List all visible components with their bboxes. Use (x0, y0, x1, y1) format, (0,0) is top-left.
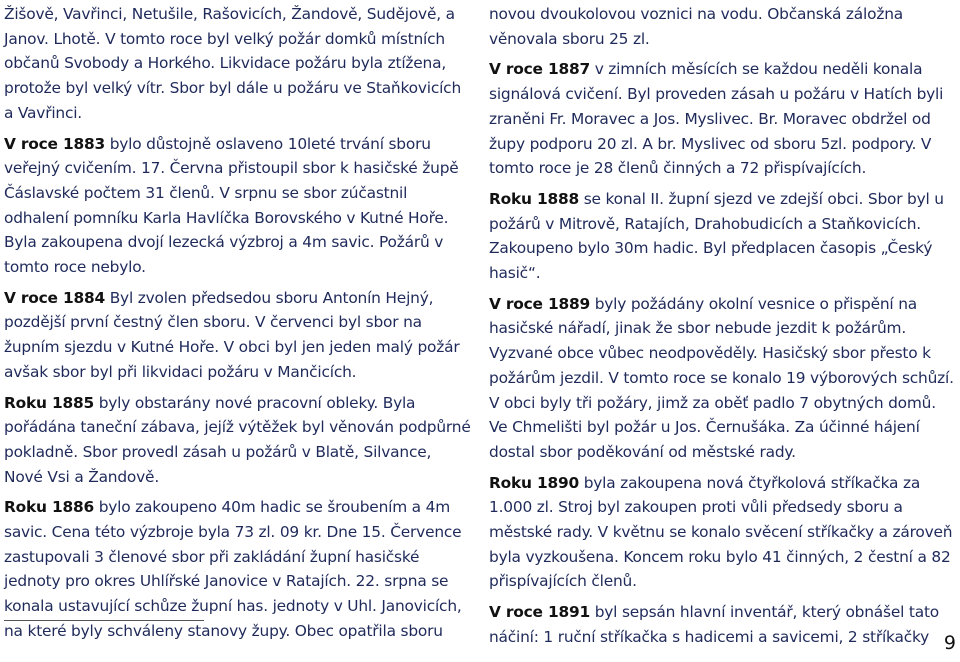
paragraph-body: Žišově, Vavřinci, Netušile, Rašovicích, Žandově, Sudějově, a Janov. Lhotě. V tomto roce byl velký požár domků místních občanů Svobody a Horkého. Likvidace požáru byla ztížena, protože byl velký vítr. Sbor byl dále u požáru ve Staňkovicích a Vavřinci. (4, 5, 461, 122)
page-number: 9 (943, 632, 956, 654)
paragraph-lead: Roku 1886 (4, 498, 95, 517)
right-column (489, 2, 956, 656)
paragraph-body: novou dvoukolovou voznici na vodu. Občanská záložna věnovala sboru 25 zl. (489, 5, 903, 48)
paragraph-1885 (4, 391, 474, 490)
footer-rule (4, 620, 204, 621)
paragraph-body: byly obstarány nové pracovní obleky. Byla pořádána taneční zábava, jejíž výtěžek byl věnován podpůrné pokladně. Sbor provedl zásah u požárů v Blatě, Silvance, Nové Vsi a Žandově. (4, 393, 471, 486)
paragraph-lead: V roce 1884 (4, 288, 105, 307)
paragraph-body: byly požádány okolní vesnice o přispění na hasičské nářadí, jinak že sbor nebude jezdit k požárům. Vyzvané obce vůbec neodpověděly. Hasičský sbor přesto k požárům jezdil. V tomto roce se konalo 19 výborových schůzí. V obci byly tři požáry, jimž za oběť padlo 7 obytných domů. Ve Chmelišti byl požár u Jos. Černušáka. Za účinné hájení dostal sbor poděkování od městské rady. (489, 294, 954, 461)
paragraph-1888 (489, 187, 956, 286)
paragraph-lead: Roku 1890 (489, 473, 580, 492)
paragraph-body: se konal II. župní sjezd ve zdejší obci. Sbor byl u požárů v Mitrově, Ratajích, Drahobudicích a Staňkovicích. Zakoupeno bylo 30m hadic. Byl předplacen časopis „Český hasič“. (489, 189, 944, 283)
paragraph-lead: Roku 1885 (4, 393, 95, 412)
paragraph-lead: V roce 1883 (4, 134, 105, 153)
paragraph-body: byl sepsán hlavní inventář, který obnášel tato náčiní: 1 ruční stříkačka s hadicemi a savicemi, 2 stříkačky (489, 603, 940, 646)
left-column (4, 2, 474, 650)
paragraph-lead: Roku 1888 (489, 189, 580, 208)
paragraph-continuation-right (489, 2, 956, 51)
paragraph-body: bylo zakoupeno 40m hadic se šroubením a 4m savic. Cena této výzbroje byla 73 zl. 09 kr. Dne 15. Července zastupovali 3 členové sbor při zakládání župní hasičské jednoty pro okres Uhlířské Janovice v Ratajích. 22. srpna se konala ustavující schůze župní has. jednoty v Uhl. Janovicích, na které byly schváleny stanovy župy. Obec opatřila sboru (4, 498, 462, 640)
paragraph-1886 (4, 495, 474, 643)
paragraph-1887 (489, 57, 956, 181)
paragraph-lead: V roce 1887 (489, 60, 590, 79)
paragraph-body: Byl zvolen předsedou sboru Antonín Hejný, pozdější první čestný člen sboru. V červenci byl sbor na župním sjezdu v Kutné Hoře. V obci byl jen jeden malý požár avšak sbor byl při likvidaci požáru v Mančicích. (4, 288, 460, 381)
paragraph-1891 (489, 600, 956, 649)
paragraph-continuation-left (4, 2, 474, 126)
paragraph-lead: V roce 1891 (489, 603, 590, 622)
paragraph-1884 (4, 286, 474, 385)
paragraph-lead: V roce 1889 (489, 294, 590, 313)
paragraph-body: byla zakoupena nová čtyřkolová stříkačka za 1.000 zl. Stroj byl zakoupen proti vůli předsedy sboru a městské rady. V květnu se konalo svěcení stříkačky a zároveň byla vyzkoušena. Koncem roku bylo 41 činných, 2 čestní a 82 přispívajících členů. (489, 473, 953, 591)
paragraph-body: v zimních měsících se každou neděli konala signálová cvičení. Byl proveden zásah u požáru v Hatích byli zraněni Fr. Moravec a Jos. Myslivec. Br. Moravec obdržel od župy podporu 20 zl. A br. Myslivec od sboru 5zl. podpory. V tomto roce je 28 členů činných a 72 přispívajících. (489, 60, 944, 178)
paragraph-1890 (489, 471, 956, 595)
paragraph-1889 (489, 292, 956, 465)
paragraph-1883 (4, 132, 474, 280)
paragraph-body: bylo důstojně oslaveno 10leté trvání sboru veřejný cvičením. 17. Června přistoupil sbor k hasičské župě Čáslavské počtem 31 členů. V srpnu se sbor zúčastnil odhalení pomníku Karla Havlíčka Borovského v Kutné Hoře. Byla zakoupena dvojí lezecká výzbroj a 4m savic. Požárů v tomto roce nebylo. (4, 134, 459, 277)
